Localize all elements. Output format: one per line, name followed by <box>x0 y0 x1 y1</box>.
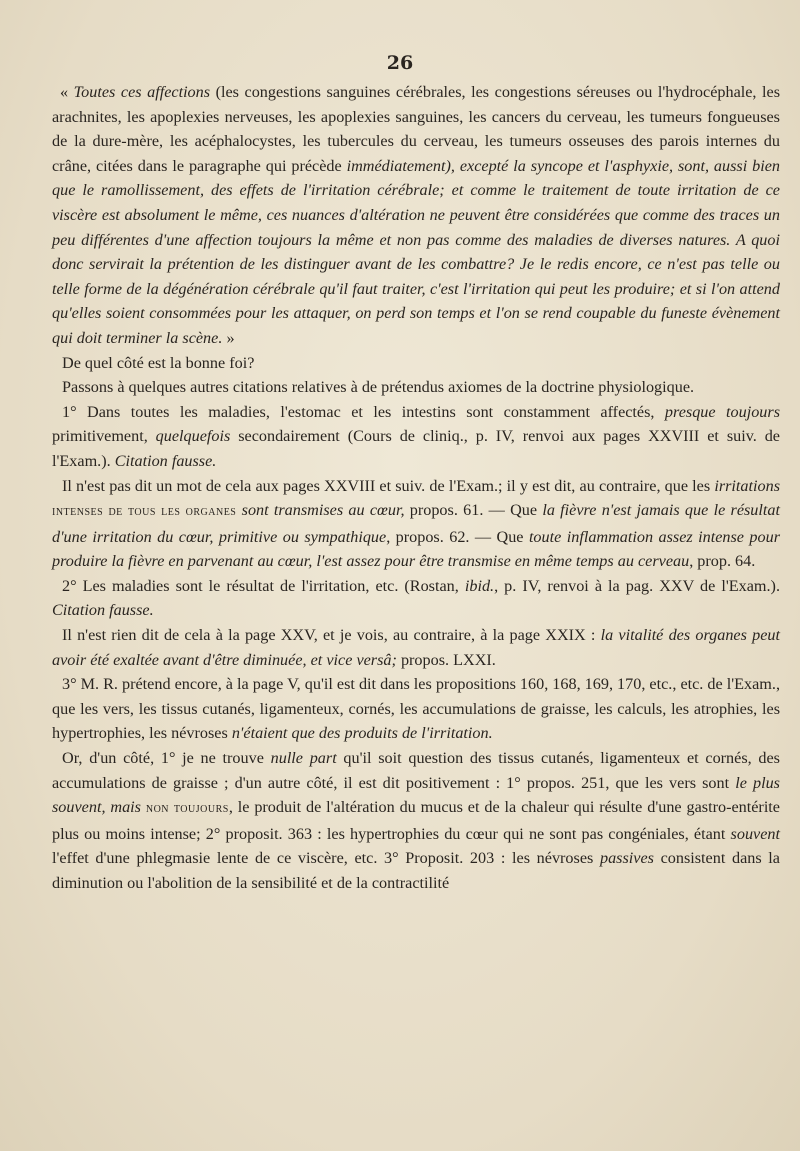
text-run: » <box>222 328 235 347</box>
text-run: primitivement, <box>52 427 156 446</box>
text-run: De quel côté est la bonne foi? <box>62 353 255 372</box>
italic-run: Citation fausse. <box>52 601 154 620</box>
paragraph <box>52 574 780 623</box>
paragraph <box>52 672 780 746</box>
italic-run: quelquefois <box>155 427 231 446</box>
text-run: « <box>60 83 74 101</box>
italic-run: immédiatement), excepté la syncope et l'asphyxie, sont, aussi bien que le ramollissement, des effets de l'irritation cérébrale; et comme le traitement de toute irritation de ce viscère est absolument le même, ces nuances d'altération ne peuvent être considérées que comme des traces un peu différentes d'une affection toujours la même et non pas comme des maladies de diverses natures. A quoi donc servirait la prétention de les distinguer avant de les combattre? Je le redis encore, ce n'est pas telle ou telle forme de la dégénération cérébrale qu'il faut traiter, c'est l'irritation qui peut les produire; et si l'on attend qu'elles soient consommées pour les attaquer, on perd son temps et l'on se rend coupable du funeste évènement qui doit terminer la scène. <box>52 156 780 347</box>
text-run: , propos. 62. — Que <box>386 527 529 546</box>
italic-run: irritations <box>714 476 780 495</box>
text-run: 3° M. R. prétend encore, à la page V, qu'il est dit dans les propositions 160, 168, 169, 170, etc., etc. de l'Exam., que les vers, les tissus cutanés, ligamenteux, cornés, les accumulations de graisse, les calculs, les atrophies, les hypertrophies, les névroses <box>52 675 780 743</box>
paragraph <box>52 400 780 474</box>
text-run: propos. LXXI. <box>396 650 496 669</box>
text-run: 2° Les maladies sont le résultat de l'irritation, etc. (Rostan, <box>62 576 465 595</box>
italic-run: la fièvre n'est jamais que le résultat d'une irritation du cœur, primitive ou sympathique <box>52 501 780 546</box>
italic-run: sont transmises au cœur, <box>241 501 405 520</box>
text-run: , p. IV, renvoi à la pag. XXV de l'Exam.). <box>494 576 780 595</box>
paragraph <box>52 746 780 896</box>
text-run: Il n'est rien dit de cela à la page XXV, et je vois, au contraire, à la page XXIX : <box>62 626 601 645</box>
page-number: 26 <box>386 52 414 74</box>
italic-run: n'étaient que des produits de l'irritation. <box>231 724 493 743</box>
text-run: (les congestions sanguines cérébrales, les congestions séreuses ou l'hydrocéphale, les arachnites, les apoplexies nerveuses, les apoplexies sanguines, les cancers du cerveau, les tumeurs fongueuses de la dure-mère, les acéphalocystes, les tubercules du cerveau, les tumeurs osseuses des parois internes du crâne, citées dans le paragraphe qui précède <box>52 83 781 175</box>
italic-run: ibid. <box>464 576 495 595</box>
small-caps-run: intenses de tous les organes <box>52 504 237 520</box>
paragraph <box>52 474 780 574</box>
body-text <box>52 80 780 896</box>
text-run: secondairement (Cours de cliniq., p. IV, renvoi aux pages XXVIII et suiv. de l'Exam.). <box>52 427 780 470</box>
text-run: Passons à quelques autres citations relatives à de prétendus axiomes de la doctrine physiologique. <box>62 378 695 397</box>
text-run: l'effet d'une phlegmasie lente de ce viscère, etc. 3° Proposit. 203 : les névroses <box>52 849 600 868</box>
paragraph <box>52 351 780 376</box>
italic-run: passives <box>599 849 654 868</box>
italic-run: le plus souvent, mais <box>52 773 780 817</box>
text-run: , le produit de l'altération du mucus et de la chaleur qui résulte d'une gastro-entérite plus ou moins intense; 2° proposit. 363 : les hypertrophies du cœur qui ne sont pas congéniales, étant <box>52 798 780 843</box>
italic-run: souvent <box>730 824 780 843</box>
italic-run: presque toujours <box>664 402 780 421</box>
text-run: qu'il soit question des tissus cutanés, ligamenteux et cornés, des accumulations de graisse ; d'un autre côté, il est dit positivement : 1° propos. 251, que les vers sont <box>52 749 780 792</box>
text-run: 1° Dans toutes les maladies, l'estomac et les intestins sont constamment affectés, <box>62 402 665 421</box>
italic-run: Toutes ces affections <box>73 83 211 101</box>
text-run: consistent dans la diminution ou l'abolition de la sensibilité et de la contractilité <box>52 849 780 892</box>
text-run: Or, d'un côté, 1° je ne trouve <box>62 749 271 768</box>
paragraph <box>52 375 780 400</box>
text-run: Il n'est pas dit un mot de cela aux pages XXVIII et suiv. de l'Exam.; il y est dit, au contraire, que les <box>62 476 715 495</box>
text-run: propos. 61. — Que <box>404 501 543 520</box>
small-caps-run: non toujours <box>145 801 229 817</box>
italic-run: nulle part <box>270 749 337 768</box>
text-run: , prop. 64. <box>689 552 756 571</box>
italic-run: toute inflammation assez intense pour produire la fièvre en parvenant au cœur, l'est assez pour être transmise en même temps au cerveau <box>52 527 780 571</box>
paragraph <box>52 80 780 351</box>
paragraph <box>52 623 780 672</box>
italic-run: Citation fausse. <box>114 451 217 470</box>
italic-run: la vitalité des organes peut avoir été exaltée avant d'être diminuée, et vice versâ; <box>52 626 780 669</box>
